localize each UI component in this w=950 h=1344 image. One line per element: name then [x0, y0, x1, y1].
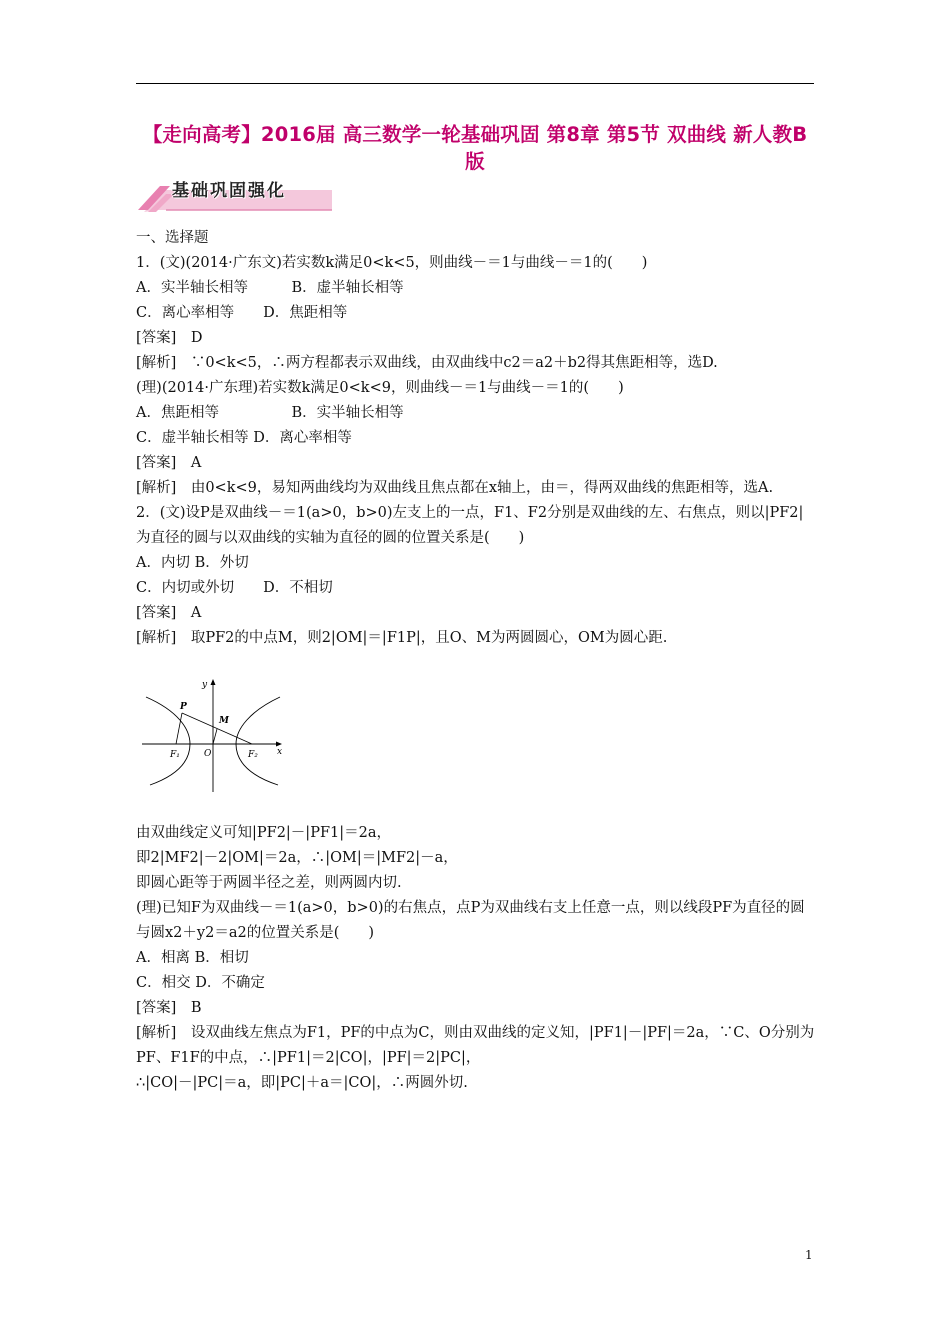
q1-answer-wen: [答案] D — [136, 330, 203, 346]
section-banner — [136, 174, 336, 214]
q2-options-ab-li: A．相离 B．相切 — [136, 950, 249, 966]
q2-analysis-wen: [解析] 取PF2的中点M，则2|OM|＝|F1P|，且O、M为两圆圆心，OM为圆心距. — [136, 630, 668, 646]
q2-derivation-1: 由双曲线定义可知|PF2|－|PF1|＝2a， — [136, 825, 391, 841]
hyperbola-figure — [138, 677, 288, 795]
fig-label-m: M — [219, 716, 229, 726]
hyperbola-diagram — [138, 677, 288, 795]
fig-label-p: P — [180, 702, 187, 712]
q2-derivation-2: 即2|MF2|－2|OM|＝2a，∴|OM|＝|MF2|－a， — [136, 850, 458, 866]
q1-options-ab: A．实半轴长相等 B．虚半轴长相等 — [136, 280, 404, 296]
q1-options-ab-li: A．焦距相等 B．实半轴长相等 — [136, 405, 404, 421]
header-rule — [136, 83, 814, 84]
fig-label-f1: F₁ — [170, 750, 180, 760]
document-title: 【走向高考】2016届 高三数学一轮基础巩固 第8章 第5节 双曲线 新人教B版 — [142, 123, 808, 173]
fig-label-x: x — [277, 747, 283, 757]
fig-label-f2: F₂ — [248, 750, 258, 760]
q1-stem-li: (理)(2014·广东理)若实数k满足0<k<9，则曲线－＝1与曲线－＝1的( ) — [136, 380, 624, 396]
q2-answer-wen: [答案] A — [136, 605, 202, 621]
page-number: 1 — [805, 1248, 813, 1262]
q2-options-cd-li: C．相交 D．不确定 — [136, 975, 265, 991]
q2-options-ab: A．内切 B．外切 — [136, 555, 249, 571]
q2-stem-li: (理)已知F为双曲线－＝1(a>0，b>0)的右焦点，点P为双曲线右支上任意一点，则以线段PF为直径的圆与圆x2＋y2＝a2的位置关系是( ) — [136, 900, 805, 941]
q2-analysis-li-end: ∴|CO|－|PC|＝a，即|PC|＋a＝|CO|，∴两圆外切. — [136, 1075, 468, 1091]
q2-options-cd: C．内切或外切 D．不相切 — [136, 580, 333, 596]
q1-options-cd-li: C．虚半轴长相等 D．离心率相等 — [136, 430, 352, 446]
q1-options-cd: C．离心率相等 D．焦距相等 — [136, 305, 348, 321]
question-block-2 — [136, 821, 816, 1096]
section-heading: 一、选择题 — [136, 230, 209, 246]
q1-analysis-li: [解析] 由0<k<9，易知两曲线均为双曲线且焦点都在x轴上，由＝，得两双曲线的焦距相等，选A. — [136, 480, 774, 496]
fig-label-y: y — [202, 680, 208, 690]
q1-answer-li: [答案] A — [136, 455, 202, 471]
q2-stem-wen: 2．(文)设P是双曲线－＝1(a>0，b>0)左支上的一点，F1、F2分别是双曲线的左、右焦点，则以|PF2|为直径的圆与以双曲线的实轴为直径的圆的位置关系是( ) — [136, 505, 804, 546]
q1-stem-wen: 1．(文)(2014·广东文)若实数k满足0<k<5，则曲线－＝1与曲线－＝1的( ) — [136, 255, 648, 271]
q2-derivation-3: 即圆心距等于两圆半径之差，则两圆内切. — [136, 875, 402, 891]
banner-label: 基础巩固强化 — [172, 181, 286, 201]
q1-analysis-wen: [解析] ∵0<k<5，∴两方程都表示双曲线，由双曲线中c2＝a2＋b2得其焦距相等，选D. — [136, 355, 718, 371]
q2-analysis-li: [解析] 设双曲线左焦点为F1，PF的中点为C，则由双曲线的定义知，|PF1|－|PF|＝2a，∵C、O分别为PF、F1F的中点，∴|PF1|＝2|CO|，|PF|＝2|PC|， — [136, 1025, 815, 1066]
question-block-1 — [136, 226, 816, 651]
q2-answer-li: [答案] B — [136, 1000, 202, 1016]
fig-label-o: O — [204, 749, 212, 759]
